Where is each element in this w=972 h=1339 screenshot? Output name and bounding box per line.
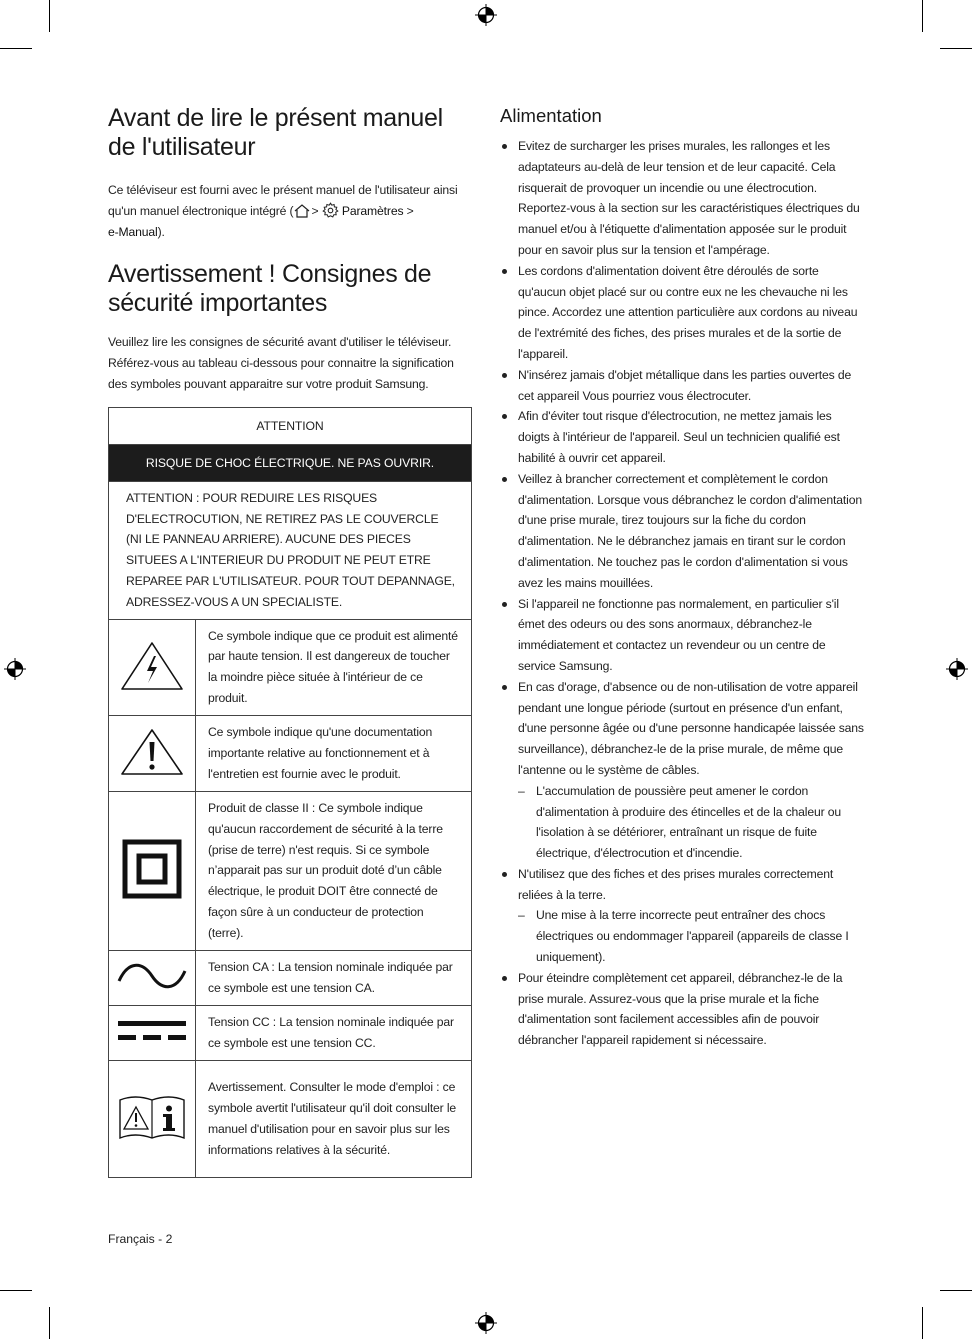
path-emanual: e-Manual — [108, 224, 158, 239]
path-settings: Paramètres — [341, 203, 404, 218]
list-item-text: En cas d'orage, d'absence ou de non-utilisation de votre appareil pendant une longue période (surtout en présence d'un enfant, d'une personne âgée ou d'une personne handicapée laissée sans surveillance), débranchez-le de la prise murale, de même que l'antenne ou le système de câbles. — [518, 679, 864, 777]
sub-list-item: – L'accumulation de poussière peut amener le cordon d'alimentation à produire des étincelles et de la chaleur ou l'isolation à se détériorer, entraînant un risque de fuite électrique, d'électrocution et d'incendie. — [518, 781, 866, 864]
list-item-text: Afin d'éviter tout risque d'électrocution, ne mettez jamais les doigts à l'intérieur de l'appareil. Seul un technicien qualifié est habilité à ouvrir cet appareil. — [518, 409, 840, 465]
home-icon — [293, 203, 311, 219]
crop-mark — [0, 48, 32, 49]
table-row-text: Tension CC : La tension nominale indiquée par ce symbole est une tension CC. — [196, 1005, 472, 1060]
list-item — [500, 677, 866, 864]
intro-title: Avant de lire le présent manuel de l'utilisateur — [108, 104, 443, 161]
registration-mark-icon — [4, 658, 26, 680]
table-banner: RISQUE DE CHOC ÉLECTRIQUE. NE PAS OUVRIR. — [109, 444, 472, 481]
registration-mark-icon — [946, 658, 968, 680]
power-title: Alimentation — [500, 105, 602, 126]
crop-mark — [922, 0, 923, 32]
table-row — [109, 791, 472, 950]
table-row-text: Tension CA : La tension nominale indiquée par ce symbole est une tension CA. — [196, 950, 472, 1005]
exclamation-warning-icon — [109, 715, 196, 791]
table-row-text: Produit de classe II : Ce symbole indique qu'aucun raccordement de sécurité à la terre (prise de terre) n'est requis. Si ce symbole n’apparait pas sur un produit doté d’un câble électrique, le produit DOIT être connecté de façon sûre à un conducteur de protection (terre). — [196, 791, 472, 950]
table-row — [109, 1060, 472, 1177]
list-item — [500, 469, 866, 594]
list-item-text: Evitez de surcharger les prises murales, les rallonges et les adaptateurs au-delà de leur tension et de leur capacité. Cela risquerait de provoquer un incendie ou une électrocution. Reportez-vous à la section sur les caractéristiques électriques du manuel et/ou à l'étiquette d'alimentation apposée sur le produit pour en savoir plus sur la tension et l'ampérage. — [518, 139, 860, 257]
table-row-text: Ce symbole indique que ce produit est alimenté par haute tension. Il est dangereux de toucher la moindre pièce située à l'intérieur de ce produit. — [196, 619, 472, 715]
sub-list — [518, 781, 866, 864]
crop-mark — [0, 1290, 32, 1291]
list-item-text: Si l'appareil ne fonctionne pas normalement, en particulier s'il émet des odeurs ou des sons anormaux, débranchez-le immédiatement et contactez un revendeur ou un centre de service Samsung. — [518, 596, 839, 673]
warning-title: Avertissement ! Consignes de sécurité importantes — [108, 260, 432, 318]
list-item-text: Pour éteindre complètement cet appareil, débranchez-le de la prise murale. Assurez-vous que la prise murale et la fiche d'alimentation sont facilement accessibles afin de pouvoir débrancher l'appareil rapidement si nécessaire. — [518, 970, 843, 1048]
crop-mark — [940, 48, 972, 49]
intro-text — [108, 180, 472, 242]
list-item — [500, 594, 866, 677]
table-row — [109, 1005, 472, 1060]
table-row — [109, 715, 472, 791]
intro-text-before: Ce téléviseur est fourni avec le présent manuel de l'utilisateur ainsi qu'un manuel électronique intégré ( — [108, 183, 458, 218]
table-row-text: Avertissement. Consulter le mode d'emploi : ce symbole avertit l'utilisateur qu'il doit consulter le manuel d'utilisation pour en savoir plus sur les informations relatives à la sécurité. — [196, 1060, 472, 1177]
registration-mark-icon — [475, 1312, 497, 1334]
list-item-text: Les cordons d'alimentation doivent être déroulés de sorte qu'aucun objet placé sur ou contre eux ne les chevauche ni les pince. Accordez une attention particulière aux cordons au niveau de l'extrémité des fiches, des prises murales et de la sortie de l'appareil. — [518, 263, 858, 361]
list-item — [500, 406, 866, 468]
crop-mark — [49, 0, 50, 32]
right-column — [500, 104, 866, 1051]
dc-voltage-icon — [109, 1005, 196, 1060]
list-item — [500, 365, 866, 407]
list-item — [500, 968, 866, 1051]
table-row-text: Ce symbole indique qu'une documentation importante relative au fonctionnement et à l'entretien est fournie avec le produit. — [196, 715, 472, 791]
path-separator: > — [406, 203, 414, 218]
crop-mark — [49, 1307, 50, 1339]
intro-text-after: ). — [157, 224, 165, 239]
class-ii-insulation-icon — [109, 791, 196, 950]
crop-mark — [940, 1290, 972, 1291]
table-caution: ATTENTION : POUR REDUIRE LES RISQUES D'ELECTROCUTION, NE RETIREZ PAS LE COUVERCLE (NI LE PANNEAU ARRIERE). AUCUNE DES PIECES SITUEES A L'INTERIEUR DU PRODUIT NE PEUT ETRE REPAREE PAR L'UTILISATEUR. POUR TOUT DEPANNAGE, ADRESSEZ-VOUS A UN SPECIALISTE. — [109, 481, 472, 619]
ac-voltage-icon — [109, 950, 196, 1005]
table-row — [109, 619, 472, 715]
list-item — [500, 261, 866, 365]
warning-text: Veuillez lire les consignes de sécurité avant d'utiliser le téléviseur. Référez-vous au tableau ci-dessous pour connaitre la signification des symboles pouvant apparaitre sur votre produit Samsung. — [108, 335, 454, 391]
page-number: Français - 2 — [108, 1232, 173, 1246]
list-item — [500, 864, 866, 968]
sub-list — [518, 905, 866, 967]
table-header: ATTENTION — [109, 407, 472, 444]
consult-manual-icon — [109, 1060, 196, 1177]
power-list — [500, 136, 866, 1051]
list-item-text: N'utilisez que des fiches et des prises murales correctement reliées à la terre. — [518, 866, 834, 902]
registration-mark-icon — [475, 4, 497, 26]
list-item-text: N'insérez jamais d'objet métallique dans les parties ouvertes de cet appareil Vous pourriez vous électrocuter. — [518, 367, 852, 403]
path-separator: > — [311, 203, 319, 218]
high-voltage-icon — [109, 619, 196, 715]
table-row — [109, 950, 472, 1005]
crop-mark — [922, 1307, 923, 1339]
sub-list-item: – Une mise à la terre incorrecte peut entraîner des chocs électriques ou endommager l'appareil (appareils de classe I uniquement). — [518, 905, 866, 967]
list-item-text: Veillez à brancher correctement et complètement le cordon d'alimentation. Lorsque vous débranchez le cordon d'alimentation d'une prise murale, tirez toujours sur la fiche du cordon d'alimentation. Ne le débranchez jamais en tirant sur le cordon d'alimentation. Ne touchez pas le cordon d'alimentation si vous avez les mains mouillées. — [518, 471, 862, 590]
list-item — [500, 136, 866, 261]
left-column — [108, 104, 472, 1178]
gear-icon — [322, 202, 339, 219]
symbols-table — [108, 407, 472, 1178]
